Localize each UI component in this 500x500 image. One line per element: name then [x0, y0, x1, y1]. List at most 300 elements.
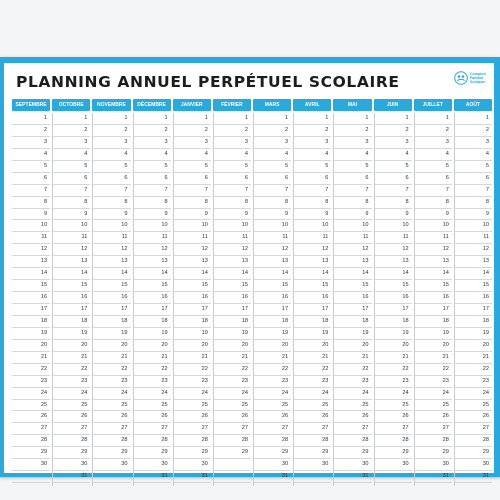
day-cell: 1 — [134, 113, 171, 125]
day-cell: 19 — [254, 328, 291, 340]
day-cell: 28 — [294, 435, 331, 447]
day-cell: 16 — [53, 292, 90, 304]
day-cell: 2 — [134, 125, 171, 137]
day-cell: 5 — [294, 161, 331, 173]
day-cell: 21 — [93, 352, 130, 364]
day-cell: 13 — [375, 256, 412, 268]
day-cell: 9 — [415, 209, 452, 221]
brand-logo — [454, 68, 494, 88]
day-cell: 10 — [415, 220, 452, 232]
day-cell: 4 — [53, 149, 90, 161]
day-cell: 25 — [214, 400, 251, 412]
month-column — [253, 113, 291, 486]
day-cell: 26 — [415, 411, 452, 423]
day-cell — [375, 471, 412, 483]
day-cell: 21 — [294, 352, 331, 364]
day-cell: 25 — [294, 400, 331, 412]
day-cell: 18 — [415, 316, 452, 328]
day-cell: 25 — [254, 400, 291, 412]
day-cell: 27 — [174, 423, 211, 435]
month-column — [414, 113, 452, 486]
day-cell: 21 — [254, 352, 291, 364]
day-cell: 22 — [174, 364, 211, 376]
day-cell: 1 — [174, 113, 211, 125]
day-cell: 11 — [134, 232, 171, 244]
day-cell: 23 — [254, 376, 291, 388]
day-cell: 29 — [134, 447, 171, 459]
day-cell: 4 — [134, 149, 171, 161]
day-cell: 26 — [12, 411, 50, 423]
day-cell: 19 — [334, 328, 371, 340]
day-cell: 26 — [294, 411, 331, 423]
day-cell: 29 — [12, 447, 50, 459]
day-cell: 31 — [53, 471, 90, 483]
day-cell: 28 — [455, 435, 492, 447]
day-cell: 15 — [294, 280, 331, 292]
day-cell: 12 — [254, 244, 291, 256]
day-cell — [214, 471, 251, 483]
day-cell: 3 — [415, 137, 452, 149]
month-column — [293, 113, 331, 486]
day-cell: 13 — [294, 256, 331, 268]
day-cell: 3 — [134, 137, 171, 149]
day-cell: 19 — [93, 328, 130, 340]
day-cell: 18 — [214, 316, 251, 328]
day-cell: 8 — [134, 197, 171, 209]
day-cell: 5 — [53, 161, 90, 173]
day-cell: 18 — [455, 316, 492, 328]
day-cell: 17 — [12, 304, 50, 316]
day-cell: 3 — [12, 137, 50, 149]
day-cell: 16 — [254, 292, 291, 304]
day-cell: 7 — [214, 185, 251, 197]
day-cell: 13 — [334, 256, 371, 268]
day-cell: 4 — [334, 149, 371, 161]
day-cell: 13 — [93, 256, 130, 268]
day-cell: 20 — [174, 340, 211, 352]
day-cell: 31 — [134, 471, 171, 483]
day-cell: 16 — [93, 292, 130, 304]
day-cell: 8 — [455, 197, 492, 209]
day-cell: 1 — [53, 113, 90, 125]
day-cell: 20 — [294, 340, 331, 352]
day-cell: 16 — [12, 292, 50, 304]
day-cell: 9 — [12, 209, 50, 221]
day-cell: 15 — [134, 280, 171, 292]
day-cell: 13 — [53, 256, 90, 268]
day-cell: 26 — [134, 411, 171, 423]
day-cell: 2 — [375, 125, 412, 137]
month-header: AVRIL — [293, 99, 331, 111]
day-cell: 12 — [455, 244, 492, 256]
day-cell: 14 — [12, 268, 50, 280]
month-header: MAI — [333, 99, 371, 111]
day-cell: 21 — [375, 352, 412, 364]
day-cell: 10 — [134, 220, 171, 232]
day-cell: 22 — [254, 364, 291, 376]
day-cell: 17 — [294, 304, 331, 316]
day-cell: 12 — [294, 244, 331, 256]
day-cell: 2 — [294, 125, 331, 137]
day-cell: 5 — [415, 161, 452, 173]
day-cell: 13 — [254, 256, 291, 268]
month-header: FÉVRIER — [213, 99, 251, 111]
day-cell: 23 — [93, 376, 130, 388]
month-header: OCTOBRE — [52, 99, 90, 111]
day-cell: 17 — [415, 304, 452, 316]
day-cell — [214, 459, 251, 471]
day-cell: 9 — [375, 209, 412, 221]
month-column — [374, 113, 412, 486]
day-cell: 27 — [53, 423, 90, 435]
day-cell: 26 — [174, 411, 211, 423]
day-cell: 23 — [174, 376, 211, 388]
day-cell: 18 — [375, 316, 412, 328]
day-cell: 25 — [334, 400, 371, 412]
day-cell: 3 — [93, 137, 130, 149]
day-cell: 12 — [375, 244, 412, 256]
month-column — [133, 113, 171, 486]
day-cell: 28 — [254, 435, 291, 447]
day-cell: 28 — [334, 435, 371, 447]
day-cell: 20 — [334, 340, 371, 352]
day-cell: 21 — [214, 352, 251, 364]
day-cell: 7 — [134, 185, 171, 197]
day-cell: 13 — [214, 256, 251, 268]
day-cell: 16 — [174, 292, 211, 304]
day-cell: 21 — [53, 352, 90, 364]
day-cell: 7 — [334, 185, 371, 197]
day-cell: 26 — [214, 411, 251, 423]
day-cell: 28 — [134, 435, 171, 447]
day-cell: 17 — [375, 304, 412, 316]
day-cell: 10 — [334, 220, 371, 232]
day-cell: 25 — [375, 400, 412, 412]
day-cell: 22 — [12, 364, 50, 376]
day-cell: 5 — [375, 161, 412, 173]
day-cell: 29 — [214, 447, 251, 459]
day-cell: 26 — [93, 411, 130, 423]
day-cell: 3 — [455, 137, 492, 149]
day-cell: 9 — [214, 209, 251, 221]
day-cell: 8 — [53, 197, 90, 209]
day-cell: 24 — [214, 388, 251, 400]
month-header: NOVEMBRE — [92, 99, 130, 111]
day-cell: 3 — [334, 137, 371, 149]
day-cell: 12 — [93, 244, 130, 256]
day-cell: 18 — [254, 316, 291, 328]
day-cell: 23 — [134, 376, 171, 388]
day-cell: 12 — [334, 244, 371, 256]
day-cell: 23 — [415, 376, 452, 388]
day-cell: 5 — [12, 161, 50, 173]
day-cell: 21 — [174, 352, 211, 364]
day-cell: 23 — [294, 376, 331, 388]
day-cell: 22 — [334, 364, 371, 376]
day-cell: 19 — [174, 328, 211, 340]
day-cell: 10 — [174, 220, 211, 232]
day-cell: 6 — [214, 173, 251, 185]
day-cell: 19 — [415, 328, 452, 340]
month-column — [454, 113, 492, 486]
day-cell: 31 — [334, 471, 371, 483]
day-cell: 11 — [12, 232, 50, 244]
day-cell: 22 — [53, 364, 90, 376]
day-cell: 18 — [93, 316, 130, 328]
day-cell: 29 — [375, 447, 412, 459]
day-cell: 13 — [12, 256, 50, 268]
day-cell: 24 — [12, 388, 50, 400]
day-cell: 23 — [375, 376, 412, 388]
day-cell: 2 — [254, 125, 291, 137]
brand-logo-icon — [454, 71, 468, 85]
day-cell: 13 — [455, 256, 492, 268]
day-cell: 30 — [174, 459, 211, 471]
planner-paper — [4, 63, 494, 480]
day-cell: 17 — [214, 304, 251, 316]
day-cell: 20 — [415, 340, 452, 352]
day-cell: 9 — [53, 209, 90, 221]
day-cell: 24 — [134, 388, 171, 400]
day-cell: 3 — [174, 137, 211, 149]
day-cell: 29 — [455, 447, 492, 459]
day-cell: 31 — [415, 471, 452, 483]
day-cell: 4 — [415, 149, 452, 161]
day-cell: 19 — [294, 328, 331, 340]
day-cell: 7 — [375, 185, 412, 197]
month-column — [52, 113, 90, 486]
day-cell: 15 — [12, 280, 50, 292]
day-cell: 1 — [334, 113, 371, 125]
day-cell: 27 — [134, 423, 171, 435]
day-cell: 11 — [93, 232, 130, 244]
month-column — [213, 113, 251, 486]
day-cell: 22 — [134, 364, 171, 376]
day-cell: 27 — [375, 423, 412, 435]
day-cell: 10 — [12, 220, 50, 232]
day-cell: 6 — [93, 173, 130, 185]
day-cell: 29 — [174, 447, 211, 459]
day-cell: 27 — [455, 423, 492, 435]
day-cell: 8 — [254, 197, 291, 209]
day-cell: 24 — [455, 388, 492, 400]
day-cell: 18 — [12, 316, 50, 328]
brand-logo-text: Comptoir Familial Solidaire — [470, 72, 486, 84]
day-cell: 12 — [214, 244, 251, 256]
day-cell: 21 — [455, 352, 492, 364]
day-cell: 12 — [415, 244, 452, 256]
day-cell: 20 — [455, 340, 492, 352]
day-cell: 15 — [334, 280, 371, 292]
day-cell: 10 — [294, 220, 331, 232]
month-column — [12, 113, 50, 486]
day-cell: 3 — [254, 137, 291, 149]
day-cell: 24 — [174, 388, 211, 400]
day-cell: 10 — [455, 220, 492, 232]
day-cell: 19 — [12, 328, 50, 340]
day-cell: 27 — [415, 423, 452, 435]
day-cell: 30 — [93, 459, 130, 471]
day-cell: 26 — [375, 411, 412, 423]
day-cell: 25 — [53, 400, 90, 412]
day-cell: 29 — [334, 447, 371, 459]
day-cell: 14 — [334, 268, 371, 280]
day-cell: 11 — [214, 232, 251, 244]
day-cell: 11 — [455, 232, 492, 244]
day-cell: 5 — [93, 161, 130, 173]
day-cell: 18 — [334, 316, 371, 328]
day-cell: 7 — [455, 185, 492, 197]
day-cell: 16 — [134, 292, 171, 304]
day-cell: 18 — [53, 316, 90, 328]
day-cell: 31 — [254, 471, 291, 483]
day-cell: 25 — [93, 400, 130, 412]
day-cell: 20 — [12, 340, 50, 352]
day-cell: 2 — [214, 125, 251, 137]
day-cell: 7 — [254, 185, 291, 197]
day-cell: 6 — [375, 173, 412, 185]
day-cell: 25 — [134, 400, 171, 412]
day-cell: 5 — [254, 161, 291, 173]
day-cell: 14 — [455, 268, 492, 280]
day-cell: 11 — [294, 232, 331, 244]
day-cell: 6 — [334, 173, 371, 185]
day-cell: 14 — [254, 268, 291, 280]
day-cell: 17 — [134, 304, 171, 316]
day-cell: 29 — [294, 447, 331, 459]
day-cell: 1 — [214, 113, 251, 125]
day-cell: 1 — [12, 113, 50, 125]
day-cell: 23 — [53, 376, 90, 388]
day-cell: 5 — [174, 161, 211, 173]
day-cell: 25 — [12, 400, 50, 412]
day-cell: 6 — [12, 173, 50, 185]
day-cell: 20 — [375, 340, 412, 352]
day-cell: 21 — [12, 352, 50, 364]
day-cell: 19 — [53, 328, 90, 340]
day-cell: 8 — [375, 197, 412, 209]
day-cell: 3 — [214, 137, 251, 149]
day-cell: 9 — [93, 209, 130, 221]
day-cell: 24 — [254, 388, 291, 400]
day-cell: 14 — [174, 268, 211, 280]
day-cell: 23 — [455, 376, 492, 388]
day-cell: 11 — [174, 232, 211, 244]
day-cell: 23 — [214, 376, 251, 388]
day-cell: 11 — [375, 232, 412, 244]
day-cell: 5 — [455, 161, 492, 173]
day-cell: 18 — [174, 316, 211, 328]
day-cell: 27 — [294, 423, 331, 435]
day-cell: 8 — [93, 197, 130, 209]
day-cell: 15 — [455, 280, 492, 292]
day-cell: 14 — [375, 268, 412, 280]
day-cell: 23 — [334, 376, 371, 388]
day-cell: 4 — [294, 149, 331, 161]
day-cell: 16 — [294, 292, 331, 304]
day-cell: 13 — [134, 256, 171, 268]
day-cell: 8 — [12, 197, 50, 209]
day-cell: 29 — [415, 447, 452, 459]
day-cell: 18 — [134, 316, 171, 328]
day-cell: 12 — [12, 244, 50, 256]
day-cell — [294, 471, 331, 483]
day-cell: 6 — [134, 173, 171, 185]
day-cell — [93, 471, 130, 483]
day-cell: 10 — [93, 220, 130, 232]
day-cell: 30 — [254, 459, 291, 471]
day-cell: 24 — [415, 388, 452, 400]
day-cell: 15 — [93, 280, 130, 292]
day-cell: 6 — [53, 173, 90, 185]
day-cell: 16 — [214, 292, 251, 304]
month-header: SEPTEMBRE — [12, 99, 50, 111]
day-cell: 28 — [12, 435, 50, 447]
day-cell: 1 — [294, 113, 331, 125]
day-cell: 10 — [214, 220, 251, 232]
day-cell: 4 — [214, 149, 251, 161]
day-cell: 13 — [415, 256, 452, 268]
day-cell: 27 — [334, 423, 371, 435]
planner-sheet — [0, 57, 500, 480]
day-cell: 4 — [254, 149, 291, 161]
day-cell: 28 — [415, 435, 452, 447]
day-cell: 16 — [415, 292, 452, 304]
day-cell: 16 — [375, 292, 412, 304]
day-cell: 28 — [53, 435, 90, 447]
day-cell: 5 — [334, 161, 371, 173]
day-cell: 2 — [334, 125, 371, 137]
month-header: JANVIER — [173, 99, 211, 111]
day-cell: 28 — [93, 435, 130, 447]
day-cell: 5 — [134, 161, 171, 173]
day-cell: 5 — [214, 161, 251, 173]
day-cell: 17 — [334, 304, 371, 316]
day-cell: 30 — [294, 459, 331, 471]
day-cell: 27 — [93, 423, 130, 435]
day-cell: 11 — [53, 232, 90, 244]
day-cell: 6 — [254, 173, 291, 185]
day-cell: 12 — [53, 244, 90, 256]
day-cell: 25 — [415, 400, 452, 412]
day-cell: 7 — [294, 185, 331, 197]
day-cell: 11 — [254, 232, 291, 244]
day-cell: 3 — [53, 137, 90, 149]
month-column — [92, 113, 130, 486]
day-cell: 26 — [334, 411, 371, 423]
day-cell: 27 — [214, 423, 251, 435]
day-cell: 24 — [375, 388, 412, 400]
day-cell: 22 — [294, 364, 331, 376]
day-cell: 10 — [53, 220, 90, 232]
day-grid — [12, 113, 492, 486]
day-cell: 6 — [294, 173, 331, 185]
day-cell: 4 — [93, 149, 130, 161]
day-cell: 21 — [334, 352, 371, 364]
day-cell: 14 — [53, 268, 90, 280]
day-cell: 2 — [174, 125, 211, 137]
day-cell: 6 — [455, 173, 492, 185]
day-cell: 1 — [375, 113, 412, 125]
day-cell: 13 — [174, 256, 211, 268]
day-cell: 25 — [174, 400, 211, 412]
day-cell: 15 — [214, 280, 251, 292]
month-header-row — [12, 99, 492, 111]
day-cell: 17 — [174, 304, 211, 316]
day-cell: 8 — [415, 197, 452, 209]
day-cell: 6 — [415, 173, 452, 185]
day-cell: 4 — [455, 149, 492, 161]
